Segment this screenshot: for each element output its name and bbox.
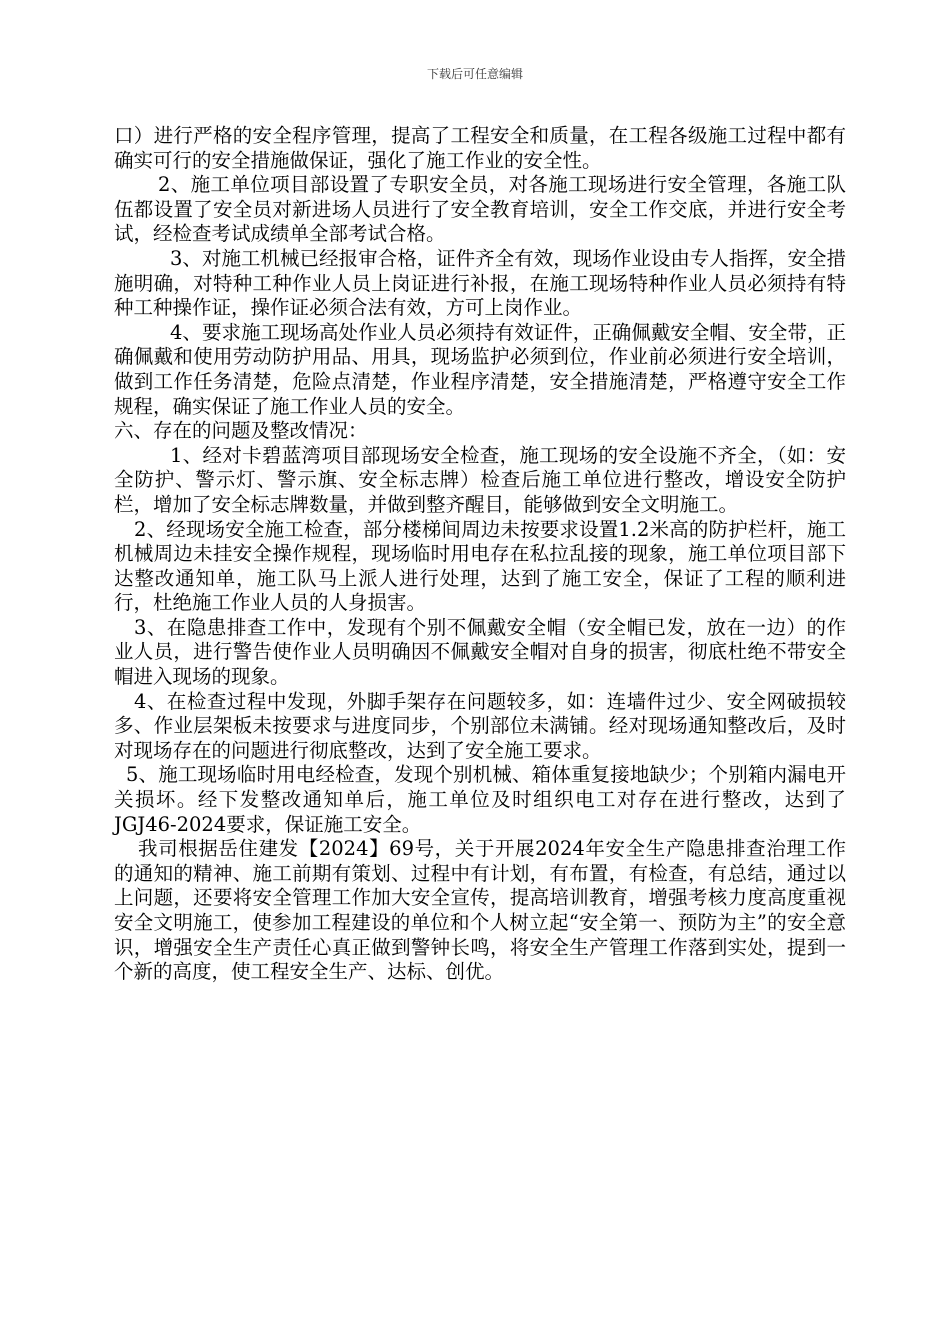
section-heading-problems: 六、存在的问题及整改情况： — [114, 419, 368, 443]
document-body — [114, 124, 846, 985]
paragraph-problem-4: 4、在检查过程中发现，外脚手架存在问题较多，如：连墙件过少、安全网破损较多、作业层架板未按要求与进度同步，个别部位未满铺。经对现场通知整改后，及时对现场存在的问题进行彻底整改，达到了安全施工要求。 — [114, 689, 846, 762]
paragraph-problem-1: 1、经对卡碧蓝湾项目部现场安全检查，施工现场的安全设施不齐全，（如：安全防护、警示灯、警示旗、安全标志牌）检查后施工单位进行整改，增设安全防护栏，增加了安全标志牌数量，并做到整齐醒目，能够做到安全文明施工。 — [114, 443, 846, 516]
paragraph-item-4-high-work: 4、要求施工现场高处作业人员必须持有效证件，正确佩戴安全帽、安全带，正确佩戴和使用劳动防护用品、用具，现场监护必须到位，作业前必须进行安全培训，做到工作任务清楚，危险点清楚，作业程序清楚，安全措施清楚，严格遵守安全工作规程，确实保证了施工作业人员的安全。 — [114, 320, 846, 418]
page-header-note: 下载后可任意编辑 — [426, 67, 523, 81]
paragraph-problem-5: 5、施工现场临时用电经检查，发现个别机械、箱体重复接地缺少；个别箱内漏电开关损坏。经下发整改通知单后，施工单位及时组织电工对存在进行整改，达到了JGJ46-2024要求，保证施工安全。 — [114, 763, 846, 836]
paragraph-item-3-machinery: 3、对施工机械已经报审合格，证件齐全有效，现场作业设由专人指挥，安全措施明确，对特种工种作业人员上岗证进行补报，在施工现场特种作业人员必须持有特种工种操作证，操作证必须合法有效，方可上岗作业。 — [114, 246, 846, 320]
paragraph-conclusion: 我司根据岳住建发【2024】69号，关于开展2024年安全生产隐患排查治理工作的通知的精神、施工前期有策划、过程中有计划，有布置，有检查，有总结，通过以上问题，还要将安全管理工作加大安全宣传，提高培训教育，增强考核力度高度重视安全文明施工，使参加工程建设的单位和个人树立起“安全第一、预防为主”的安全意识，增强安全生产责任心真正做到警钟长鸣，将安全生产管理工作落到实处，提到一个新的高度，使工程安全生产、达标、创优。 — [114, 837, 846, 984]
paragraph-continuation: 口）进行严格的安全程序管理，提高了工程安全和质量，在工程各级施工过程中都有确实可行的安全措施做保证，强化了施工作业的安全性。 — [114, 124, 846, 172]
paragraph-problem-2: 2、经现场安全施工检查，部分楼梯间周边未按要求设置1.2米高的防护栏杆，施工机械周边未挂安全操作规程，现场临时用电存在私拉乱接的现象，施工单位项目部下达整改通知单，施工队马上派人进行处理，达到了施工安全，保证了工程的顺利进行，杜绝施工作业人员的人身损害。 — [114, 517, 846, 615]
paragraph-problem-3: 3、在隐患排查工作中，发现有个别不佩戴安全帽（安全帽已发，放在一边）的作业人员，进行警告使作业人员明确因不佩戴安全帽对自身的损害，彻底杜绝不带安全帽进入现场的现象。 — [114, 615, 846, 689]
paragraph-item-2-safety-officer: 2、施工单位项目部设置了专职安全员，对各施工现场进行安全管理，各施工队伍都设置了安全员对新进场人员进行了安全教育培训，安全工作交底，并进行安全考试，经检查考试成绩单全部考试合格。 — [114, 173, 846, 246]
